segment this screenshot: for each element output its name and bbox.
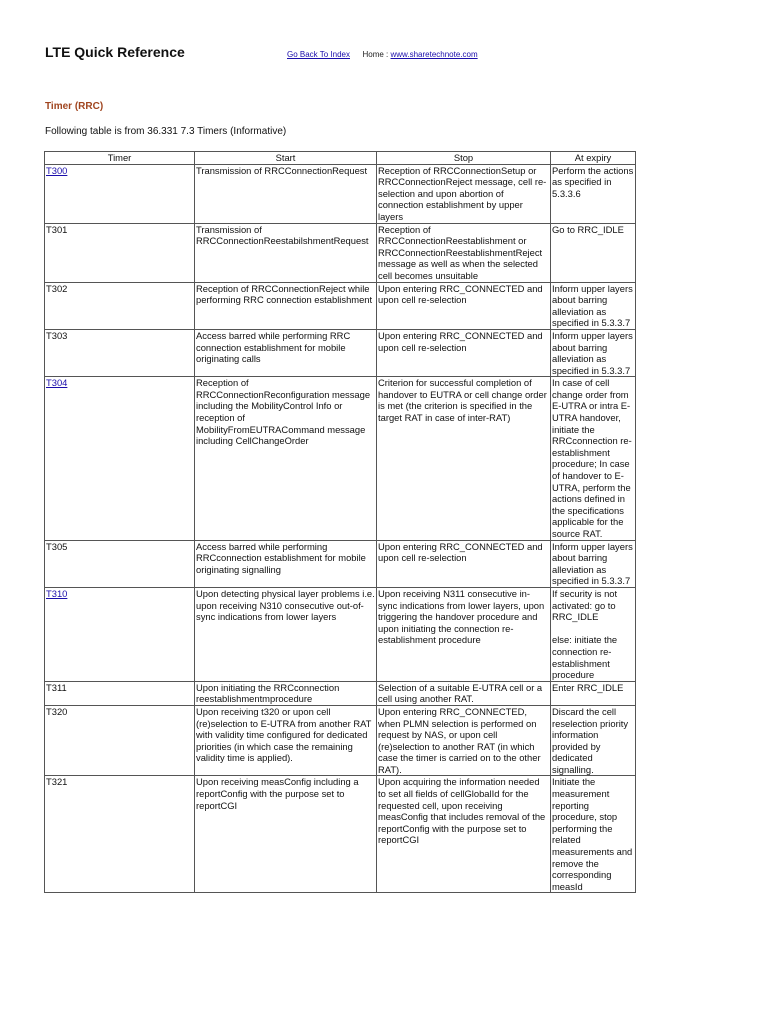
table-row xyxy=(45,705,636,776)
timer-cell: T302 xyxy=(45,282,195,329)
column-header-at-expiry: At expiry xyxy=(551,152,636,165)
back-to-index-link[interactable]: Go Back To Index xyxy=(287,50,350,59)
at-expiry-cell: Inform upper layers about barring alleviation as specified in 5.3.3.7 xyxy=(551,329,636,376)
column-header-start: Start xyxy=(195,152,377,165)
page-title: LTE Quick Reference xyxy=(45,44,185,60)
at-expiry-cell: Initiate the measurement reporting procedure, stop performing the related measurements and remove the corresponding measId xyxy=(551,776,636,893)
table-row xyxy=(45,776,636,893)
timer-cell: T320 xyxy=(45,705,195,776)
stop-cell: Selection of a suitable E-UTRA cell or a cell using another RAT. xyxy=(377,681,551,705)
timer-link[interactable]: T304 xyxy=(45,377,195,540)
table-row xyxy=(45,377,636,540)
table-row xyxy=(45,164,636,223)
stop-cell: Reception of RRCConnectionReestablishment or RRCConnectionReestablishmentReject message as well as when the selected cell becomes unsuitable xyxy=(377,223,551,282)
at-expiry-cell: Discard the cell reselection priority information provided by dedicated signalling. xyxy=(551,705,636,776)
stop-cell: Upon receiving N311 consecutive in-sync indications from lower layers, upon triggering the handover procedure and upon initiating the connection re-establishment procedure xyxy=(377,587,551,681)
table-row xyxy=(45,329,636,376)
table-row xyxy=(45,223,636,282)
start-cell: Upon detecting physical layer problems i.e. upon receiving N310 consecutive out-of-sync indications from lower layers xyxy=(195,587,377,681)
start-cell: Upon receiving measConfig including a reportConfig with the purpose set to reportCGI xyxy=(195,776,377,893)
stop-cell: Upon entering RRC_CONNECTED, when PLMN selection is performed on request by NAS, or upon cell (re)selection to another RAT (in which case the timer is carried on to the other RAT). xyxy=(377,705,551,776)
stop-cell: Upon acquiring the information needed to set all fields of cellGlobalId for the requested cell, upon receiving measConfig that includes removal of the reportConfig with the purpose set to reportCGI xyxy=(377,776,551,893)
table-row xyxy=(45,587,636,681)
stop-cell: Reception of RRCConnectionSetup or RRCConnectionReject message, cell re-selection and upon abortion of connection establishment by upper layers xyxy=(377,164,551,223)
at-expiry-cell: Inform upper layers about barring alleviation as specified in 5.3.3.7 xyxy=(551,282,636,329)
stop-cell: Upon entering RRC_CONNECTED and upon cell re-selection xyxy=(377,329,551,376)
start-cell: Upon initiating the RRCconnection reestablishmentmprocedure xyxy=(195,681,377,705)
timers-table xyxy=(44,151,636,893)
home-link[interactable]: www.sharetechnote.com xyxy=(390,50,478,59)
table-row xyxy=(45,282,636,329)
start-cell: Reception of RRCConnectionReconfiguration message including the MobilityControl Info or reception of MobilityFromEUTRACommand message including CellChangeOrder xyxy=(195,377,377,540)
stop-cell: Upon entering RRC_CONNECTED and upon cell re-selection xyxy=(377,540,551,587)
stop-cell: Upon entering RRC_CONNECTED and upon cell re-selection xyxy=(377,282,551,329)
timer-link[interactable]: T300 xyxy=(45,164,195,223)
top-nav xyxy=(287,50,478,59)
start-cell: Access barred while performing RRC connection establishment for mobile originating calls xyxy=(195,329,377,376)
start-cell: Upon receiving t320 or upon cell (re)selection to E-UTRA from another RAT with validity time configured for dedicated priorities (in which case the remaining validity time is applied). xyxy=(195,705,377,776)
table-header-row xyxy=(45,152,636,165)
timer-cell: T301 xyxy=(45,223,195,282)
at-expiry-cell: In case of cell change order from E-UTRA or intra E-UTRA handover, initiate the RRCconnection re-establishment procedure; In case of handover to E-UTRA, perform the actions defined in the specifications applicable for the source RAT. xyxy=(551,377,636,540)
section-heading: Timer (RRC) xyxy=(45,101,104,112)
at-expiry-cell: Go to RRC_IDLE xyxy=(551,223,636,282)
column-header-timer: Timer xyxy=(45,152,195,165)
timer-link[interactable]: T310 xyxy=(45,587,195,681)
start-cell: Transmission of RRCConnectionReestabilshmentRequest xyxy=(195,223,377,282)
start-cell: Access barred while performing RRCconnection establishment for mobile originating signalling xyxy=(195,540,377,587)
at-expiry-cell: Enter RRC_IDLE xyxy=(551,681,636,705)
stop-cell: Criterion for successful completion of handover to EUTRA or cell change order is met (the criterion is specified in the target RAT in case of inter-RAT) xyxy=(377,377,551,540)
timer-cell: T311 xyxy=(45,681,195,705)
intro-text: Following table is from 36.331 7.3 Timers (Informative) xyxy=(45,126,287,137)
home-label: Home : xyxy=(362,50,391,59)
timer-cell: T305 xyxy=(45,540,195,587)
start-cell: Reception of RRCConnectionReject while performing RRC connection establishment xyxy=(195,282,377,329)
column-header-stop: Stop xyxy=(377,152,551,165)
timer-cell: T321 xyxy=(45,776,195,893)
table-row xyxy=(45,681,636,705)
start-cell: Transmission of RRCConnectionRequest xyxy=(195,164,377,223)
at-expiry-cell: Inform upper layers about barring alleviation as specified in 5.3.3.7 xyxy=(551,540,636,587)
table-row xyxy=(45,540,636,587)
timer-cell: T303 xyxy=(45,329,195,376)
at-expiry-cell: Perform the actions as specified in 5.3.3.6 xyxy=(551,164,636,223)
at-expiry-cell: If security is not activated: go to RRC_IDLE else: initiate the connection re-establishment procedure xyxy=(551,587,636,681)
table-body xyxy=(45,164,636,893)
